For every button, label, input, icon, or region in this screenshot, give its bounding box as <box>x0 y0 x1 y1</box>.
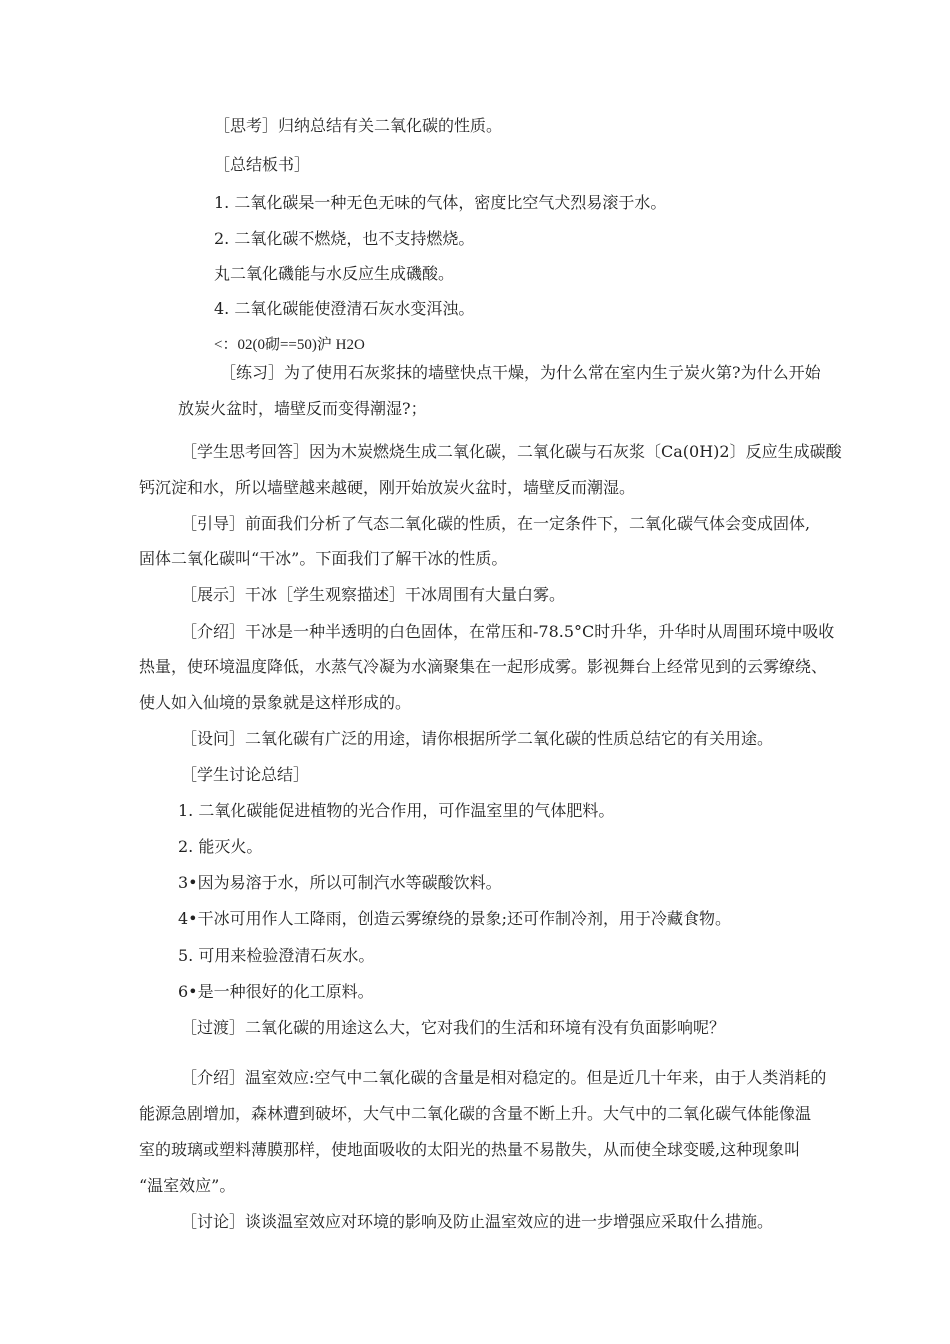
intro-dry-ice-line-3: 使人如入仙境的景象就是这样形成的。 <box>139 693 412 712</box>
use-item-1: 1. 二氧化碳能促进植物的光合作用，可作温室里的气体肥料。 <box>178 801 615 820</box>
use-item-4: 4•干冰可用作人工降雨，创造云雾缭绕的景象;还可作制冷剂，用于冷藏食物。 <box>178 909 732 928</box>
student-answer-line-2: 钙沉淀和水，所以墙壁越来越硬，刚开始放炭火盆时，墙壁反而潮湿。 <box>139 478 636 497</box>
discussion-line: ［讨论］谈谈温室效应对环境的影响及防止温室效应的进一步增强应采取什么措施。 <box>181 1212 774 1231</box>
transition-line: ［过渡］二氧化碳的用途这么大，它对我们的生活和环境有没有负面影响呢？ <box>181 1018 726 1037</box>
think-line: ［思考］归纳总结有关二氧化碳的性质。 <box>214 116 503 135</box>
summary-item-1: 1. 二氧化碳杲一种无色无味的气体，密度比空气犬烈易滚于水。 <box>214 193 667 212</box>
greenhouse-line-3: 室的玻璃或塑料薄膜那样，使地面吸收的太阳光的热量不易散失，从而使全球变暖,这种现象叫 <box>139 1140 801 1159</box>
use-item-3: 3•因为易溶于水，所以可制汽水等碳酸饮料。 <box>178 873 502 892</box>
guide-line-2: 固体二氧化碳叫“干冰”。下面我们了解干冰的性质。 <box>139 549 508 568</box>
intro-dry-ice-line-1: ［介绍］干冰是一种半透明的白色固体，在常压和-78.5°C时升华，升华时从周围环境中吸收 <box>181 622 835 641</box>
question-line: ［设问］二氧化碳有广泛的用途，请你根据所学二氧化碳的性质总结它的有关用途。 <box>181 729 774 748</box>
greenhouse-line-2: 能源急剧增加，森林遭到破坏，大气中二氧化碳的含量不断上升。大气中的二氧化碳气体能像温 <box>139 1104 812 1123</box>
discussion-summary-heading: ［学生讨论总结］ <box>181 765 310 784</box>
use-item-5: 5. 可用来检验澄清石灰水。 <box>178 946 375 965</box>
summary-item-3: 丸二氧化磯能与水反应生成磯酸。 <box>214 264 455 283</box>
intro-dry-ice-line-2: 热量，使环境温度降低，水蒸气冷凝为水滴聚集在一起形成雾。影视舞台上经常见到的云雾缭绕、 <box>139 657 828 676</box>
summary-item-4: 4. 二氧化碳能使澄清石灰水变洱浊。 <box>214 299 475 318</box>
summary-heading: ［总结板书］ <box>214 155 311 174</box>
use-item-2: 2. 能灭火。 <box>178 837 263 856</box>
summary-item-2: 2. 二氧化碳不燃烧，也不支持燃烧。 <box>214 229 475 248</box>
guide-line-1: ［引导］前面我们分析了气态二氧化碳的性质，在一定条件下，二氧化碳气体会变成固体, <box>181 514 811 533</box>
greenhouse-line-4: “温室效应”。 <box>139 1176 236 1195</box>
student-answer-line-1: ［学生思考回答］因为木炭燃烧生成二氧化碳，二氧化碳与石灰浆〔Ca(0H)2〕反应生成碳酸 <box>181 442 842 461</box>
exercise-line-2: 放炭火盆时，墙壁反而变得潮湿?； <box>178 399 427 418</box>
demo-line: ［展示］干冰［学生观察描述］干冰周围有大量白雾。 <box>181 585 566 604</box>
exercise-line-1: ［练习］为了使用石灰浆抹的墙壁快点干燥，为什么常在室内生亍炭火第?为什么开始 <box>220 363 821 382</box>
chemical-equation: <：02(0砌==50)沪 H2O <box>214 337 365 353</box>
greenhouse-line-1: ［介绍］温室效应:空气中二氧化碳的含量是相对稳定的。但是近几十年来，由于人类消耗的 <box>181 1068 827 1087</box>
use-item-6: 6•是一种很好的化工原料。 <box>178 982 374 1001</box>
